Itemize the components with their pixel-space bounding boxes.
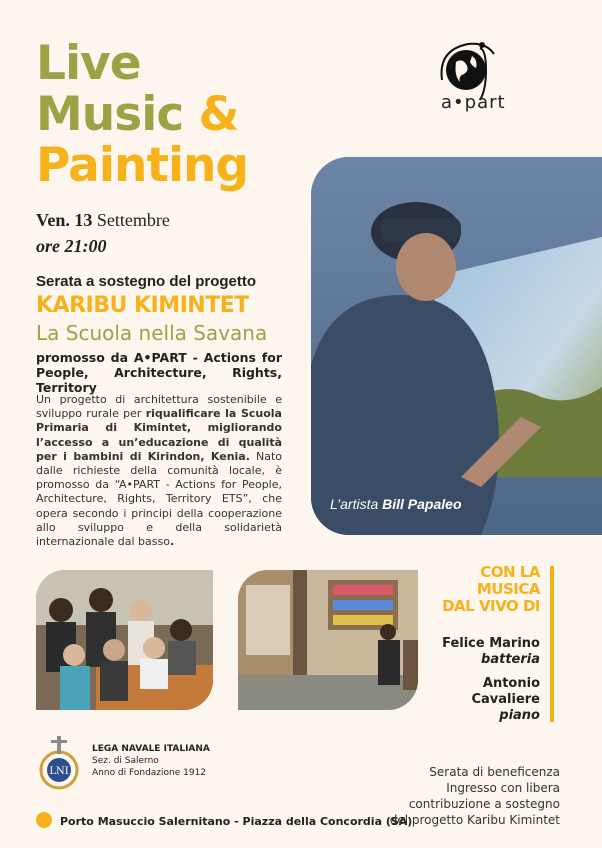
title-line-live: Live [36,36,141,91]
anchor-emblem-icon [36,734,82,794]
photo-caption: L’artista Bill Papaleo [330,496,462,512]
musician-antonio-cavaliere: Antonio Cavaliere piano [471,676,540,723]
musician-felice-marino: Felice Marino batteria [442,636,540,667]
project-promoter: promosso da A•PART - Actions for People, Architecture, Rights, Territory [36,350,282,395]
project-intro: Serata a sostegno del progetto [36,273,257,290]
title-line-music: Music & [36,87,239,142]
svg-text:LNI: LNI [49,766,69,777]
artist-painting-illustration [311,157,602,535]
music-accent-bar [550,566,554,722]
event-address: Porto Masuccio Salernitano - Piazza della Concordia (SA) [60,815,413,828]
music-heading: CON LA MUSICA DAL VIVO DI [442,563,540,615]
title-line-painting: Painting [36,138,249,193]
event-time: ore 21:00 [36,236,107,256]
location-pin-icon [36,812,52,828]
group-photo [36,570,213,710]
benefit-note: Serata di beneficenza Ingresso con libera contribuzione a sostegno del progetto Karibu Kimintet [389,765,560,827]
event-title [36,38,248,191]
project-description: Un progetto di architettura sostenibile e sviluppo rurale per riqualificare la Scuola Primaria di Kimintet, migliorando l’accesso a un’educazione di qualità per i bambini di Kirindon, Kenia. Nato dalle richieste della comunità locale, è promosso da “A•PART - Actions for People, Architecture, Rights, Territory ETS”, che opera secondo i principi della cooperazione allo sviluppo e della solidarietà internazionale dal basso. [36,393,282,549]
school-photo-illustration [238,570,418,710]
project-subtitle: La Scuola nella Savana [36,321,268,345]
artist-photo [311,157,602,535]
school-photo [238,570,418,710]
group-photo-illustration [36,570,213,710]
event-date: Ven. 13 Settembre [36,210,170,230]
logo-text: a•part [441,92,506,113]
organizer-info: LEGA NAVALE ITALIANA Sez. di Salerno Anno di Fondazione 1912 [92,744,210,778]
project-name: KARIBU KIMINTET [36,293,249,318]
